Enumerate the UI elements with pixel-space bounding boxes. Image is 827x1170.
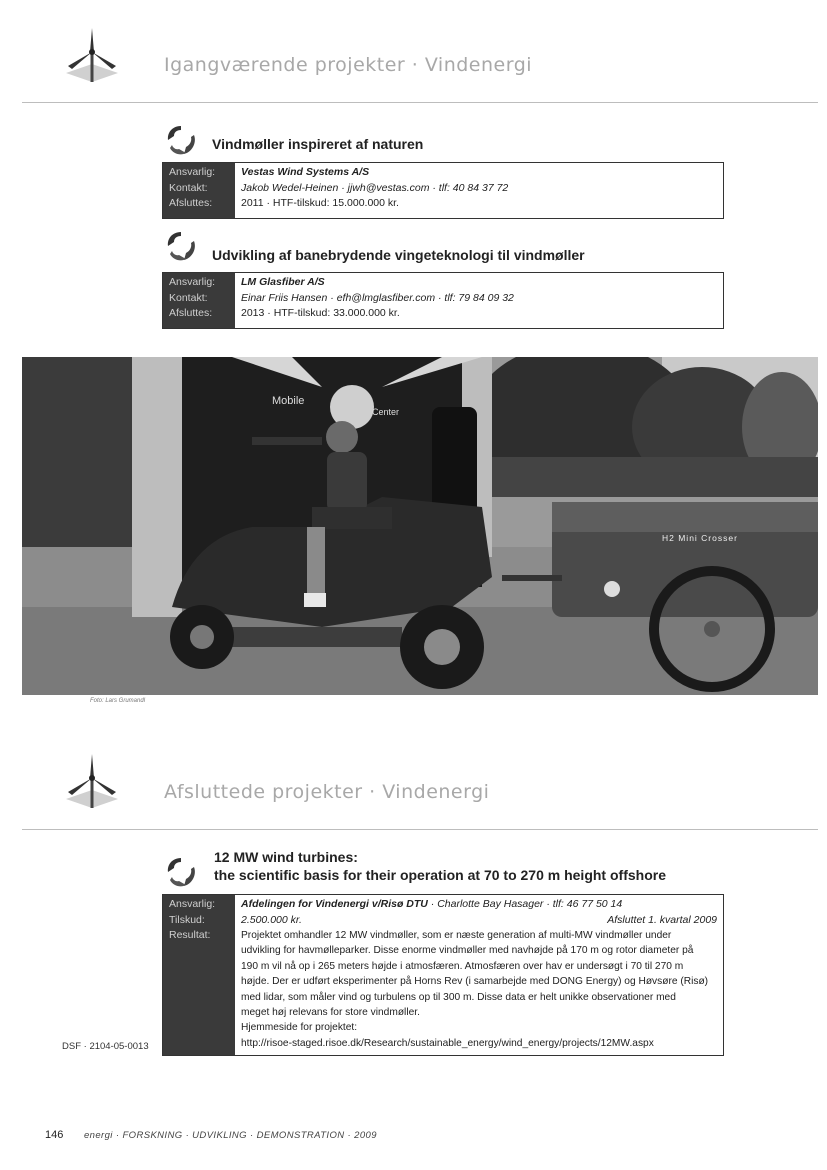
swirl-icon [164,123,198,157]
result-line: 190 m vil nå op i 265 meters højde i atmosfæren. Atmosfæren over hav er undersøgt i 70 til 270 m [241,960,684,972]
sign-text-mobile: Mobile [272,395,305,407]
project-info-box [162,162,724,219]
grant-row [241,913,717,929]
wind-turbine-icon [62,752,122,812]
result-line: højde. Der er udført eksperimenter på Horns Rev (i samarbejde med DONG Energy) og Høvsøre (Risø) [241,976,709,988]
page-number: 146 [45,1129,64,1141]
label-grant: Tilskud: [169,913,205,926]
label-contact: Kontakt: [169,291,208,304]
label-ends: Afsluttes: [169,307,213,319]
project-url[interactable]: http://risoe-staged.risoe.dk/Research/sustainable_energy/wind_energy/projects/12MW.aspx [241,1037,654,1049]
responsible-org: Afdelingen for Vindenergi v/Risø DTU [241,898,428,910]
ends-value: 2011 · HTF-tilskud: 15.000.000 kr. [241,197,399,209]
contact-value: Einar Friis Hansen · efh@lmglasfiber.com · tlf: 79 84 09 32 [241,291,514,304]
project-title-line1: 12 MW wind turbines: [214,849,358,865]
label-contact: Kontakt: [169,181,208,194]
project-info-box [162,272,724,329]
swirl-icon [164,229,198,263]
contact-value: Jakob Wedel-Heinen · jjwh@vestas.com · tlf: 40 84 37 72 [241,181,509,194]
info-values [235,163,723,218]
result-line: Projektet omhandler 12 MW vindmøller, som er næste generation af multi-MW vindmøller under [241,930,672,941]
grant-value: 2.500.000 kr. [241,913,302,926]
label-responsible: Ansvarlig: [169,898,216,910]
ends-value: 2013 · HTF-tilskud: 33.000.000 kr. [241,307,400,319]
responsible-value: Vestas Wind Systems A/S [241,166,370,178]
wind-turbine-icon [62,26,122,86]
section-divider [22,102,818,103]
result-line: udvikling for havmølleparker. Disse enorme vindmøller med navhøjde på 170 m og rotor diameter på [241,945,694,957]
swirl-icon [164,855,198,889]
label-result: Resultat: [169,929,211,941]
photo-illustration [22,357,818,695]
info-values [235,273,723,328]
label-responsible: Ansvarlig: [169,166,216,178]
footer-text: energi · FORSKNING · UDVIKLING · DEMONSTRATION · 2009 [84,1130,377,1141]
vehicle-label: H2 Mini Crosser [662,533,738,543]
sign-text-center: Center [372,407,400,417]
project-title-line2: the scientific basis for their operation at 70 to 270 m height offshore [214,867,666,883]
result-line: meget høj relevans for store vindmøller. [241,1007,420,1019]
project-title: Vindmøller inspireret af naturen [212,136,424,152]
info-labels [163,895,235,1055]
info-labels [163,163,235,218]
section-divider [22,829,818,830]
result-line: med lidar, som måler vind og turbulens op til 300 m. Disse data er helt unikke observationer med [241,991,676,1003]
photo-credit: Foto: Lars Grumandl [90,698,146,704]
photo-hydrogen-vehicle [22,357,818,695]
section-title-ongoing: Igangværende projekter · Vindenergi [164,54,533,76]
label-responsible: Ansvarlig: [169,276,216,288]
project-info-box [162,894,724,1056]
completed-value: Afsluttet 1. kvartal 2009 [607,913,717,926]
project-title: Udvikling af banebrydende vingeteknologi til vindmøller [212,247,585,263]
info-values [235,895,723,1055]
responsible-value: LM Glasfiber A/S [241,276,325,288]
responsible-contact: · Charlotte Bay Hasager · tlf: 46 77 50 14 [427,898,623,910]
section-title-finished: Afsluttede projekter · Vindenergi [164,781,490,803]
result-line: Hjemmeside for projektet: [241,1022,358,1034]
result-text [241,928,717,1051]
label-ends: Afsluttes: [169,197,213,209]
project-id: DSF · 2104-05-0013 [62,1041,149,1052]
responsible-value [241,897,717,913]
info-labels [163,273,235,328]
